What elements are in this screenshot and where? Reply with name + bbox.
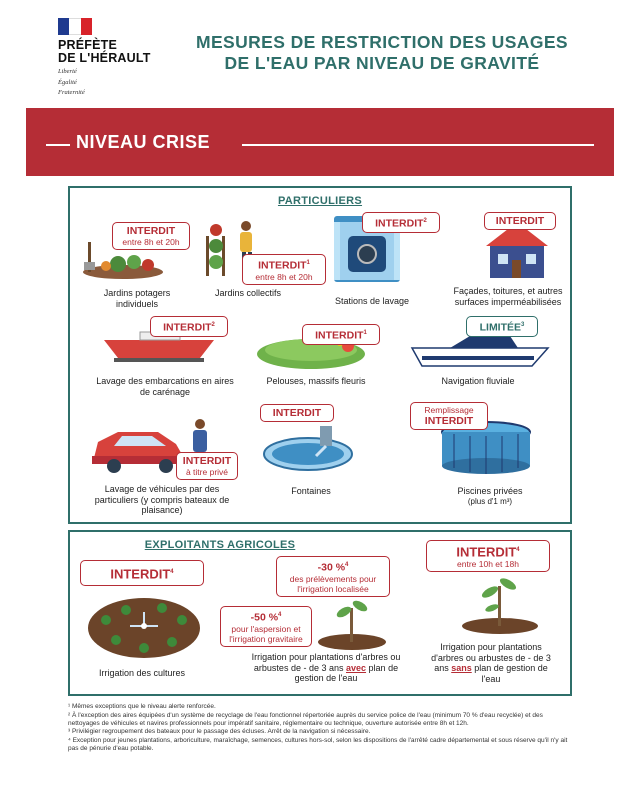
page-title [172,32,592,74]
status-badge-cultures: INTERDIT$^4$ [80,560,204,586]
sapling-icon [308,594,388,650]
footnote-2: ² À l'exception des aires équipées d'un système de recyclage de l'eau fonctionnel répertoriée auprès du service police de l'eau (minimum 70 % d'eau recyclée) et des nettoyages de véhicules et navires professionnels pour impératif sanitaire, réglementaire ou technique, ouverture autorisée entre 8h et 12h. [68,711,543,727]
status-badge-fontaines: INTERDIT [260,404,334,422]
agricoles-section [68,530,572,696]
particuliers-section [68,186,572,524]
sapling-icon-2 [454,574,544,634]
label-vehicules: Lavage de véhicules par des particuliers (y compris bateaux de plaisance) [94,484,230,515]
status-badge-vehicules: INTERDIT à titre privé [176,452,238,480]
status-badge-facades: INTERDIT [484,212,556,230]
footnote-3: ³ Privilégier regroupement des bateaux pour le passage des écluses. Arrêt de la navigation si nécessaire. [68,728,371,735]
motto-fraternite: Fraternité [58,89,85,96]
page-title-line2: DE L'EAU PAR NIVEAU DE GRAVITÉ [224,53,540,73]
agricoles-title: EXPLOITANTS AGRICOLES [144,539,296,551]
motor-boat-icon [410,334,550,370]
label-embarcations: Lavage des embarcations en aires de carénage [96,376,234,397]
footnote-4: ⁴ Exception pour jeunes plantations, arboriculture, maraîchage, semences, cultures hors-sol, selon les dispositions de l'arrêté cadre départemental et sous réserve qu'il n'y ait pas de pénurie d'eau potable. [68,736,568,752]
footnote-1: ¹ Mêmes exceptions que le niveau alerte renforcée. [68,703,216,710]
footnotes [68,703,576,753]
label-pelouses: Pelouses, massifs fleuris [266,376,366,386]
status-badge-potagers: INTERDIT entre 8h et 20h [112,222,190,250]
prefecture-name-line2: DE L'HÉRAULT [58,51,151,65]
status-badge-embarcations: INTERDIT$^2$ [150,316,228,337]
level-title: NIVEAU CRISE [76,132,211,152]
label-collectifs: Jardins collectifs [214,288,282,298]
page-title-line1: MESURES DE RESTRICTION DES USAGES [195,32,568,52]
prefecture-name-line1: PRÉFÈTE [58,38,118,52]
level-banner [26,108,614,176]
label-facades: Façades, toitures, et autres surfaces imperméabilisées [453,286,563,307]
status-badge-pelouses: INTERDIT$^1$ [302,324,380,345]
label-fontaines: Fontaines [291,486,331,496]
label-cultures: Irrigation des cultures [98,668,186,678]
particuliers-title: PARTICULIERS [277,195,363,207]
prefecture-logo [58,18,168,97]
label-sans-plan: Irrigation pour plantations d'arbres ou arbustes de - de 3 ans sans plan de gestion de l'eau [431,642,551,684]
label-potagers: Jardins potagers individuels [103,288,171,309]
label-stations: Stations de lavage [334,296,410,306]
status-badge-localisee: -30 %$^4$ des prélèvements pour l'irrigation localisée [276,556,390,597]
label-navigation: Navigation fluviale [441,376,515,386]
status-badge-aspersion: -50 %$^4$ pour l'aspersion et l'irrigation gravitaire [220,606,312,647]
status-badge-stations: INTERDIT$^2$ [362,212,440,233]
motto-liberte: Liberté [58,68,77,75]
label-avec-plan: Irrigation pour plantations d'arbres ou arbustes de - de 3 ans avec plan de gestion de l'eau [251,652,401,683]
motto-egalite: Égalité [58,78,77,86]
status-badge-piscines: Remplissage INTERDIT [410,402,488,430]
label-piscines: Piscines privées (plus d'1 m³) [457,486,523,506]
fountain-icon [262,426,354,472]
french-flag-icon [58,18,92,35]
status-badge-sans-plan: INTERDIT$^4$ entre 10h et 18h [426,540,550,572]
crop-irrigation-icon [86,590,202,660]
status-badge-collectifs: INTERDIT$^1$ entre 8h et 20h [242,254,326,285]
status-badge-navigation: LIMITÉE$^3$ [466,316,538,337]
